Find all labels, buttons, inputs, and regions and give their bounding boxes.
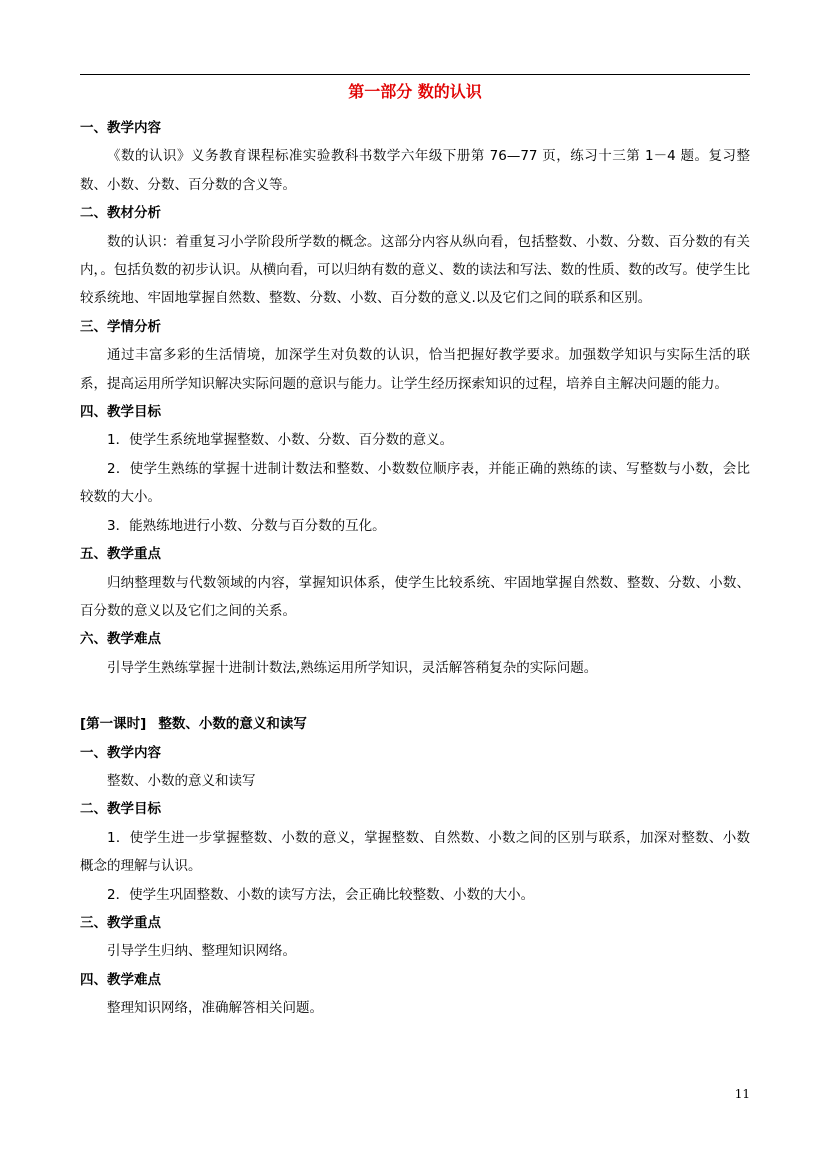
goal-item: 1．使学生系统地掌握整数、小数、分数、百分数的意义。 [107, 432, 454, 449]
section-heading: 一、教学内容 [80, 120, 161, 136]
section-paragraph: 通过丰富多彩的生活情境，加深学生对负数的认识，恰当把握好教学要求。加强数学知识与实际生活的联系，提高运用所学知识解决实际问题的意识与能力。让学生经历探索知识的过程，培养自主解决问题的能力。 [80, 347, 750, 392]
section-heading: 二、教材分析 [80, 205, 161, 222]
lesson-section-content [80, 739, 750, 796]
goal-item: 2．使学生熟练的掌握十进制计数法和整数、小数数位顺序表，并能正确的熟练的读、写整数与小数，会比较数的大小。 [80, 460, 750, 506]
page-number: 11 [734, 1087, 750, 1101]
section-paragraph: 引导学生归纳、整理知识网络。 [107, 943, 296, 960]
lesson-name: 整数、小数的意义和读写 [158, 716, 307, 733]
spacer [80, 682, 750, 710]
section-heading: 三、学情分析 [80, 318, 161, 335]
lesson-section-key-points [80, 909, 750, 966]
lesson-label: [第一课时] [80, 716, 147, 733]
section-heading: 六、教学难点 [80, 631, 161, 648]
lesson-title [80, 710, 750, 738]
section-paragraph: 归纳整理数与代数领域的内容，掌握知识体系，使学生比较系统、牢固地掌握自然数、整数、分数、小数、百分数的意义以及它们之间的关系。 [80, 574, 750, 619]
section-teaching-goals [80, 398, 750, 540]
section-heading: 二、教学目标 [80, 801, 161, 818]
section-paragraph: 整理知识网络，准确解答相关问题。 [107, 1000, 323, 1017]
section-heading: 三、教学重点 [80, 914, 161, 931]
section-heading: 四、教学目标 [80, 404, 161, 421]
section-difficulties [80, 625, 750, 682]
section-teaching-content [80, 114, 750, 199]
section-paragraph: 《数的认识》义务教育课程标准实验教科书数学六年级下册第 76—77 页，练习十三第 1－4 题。复习整数、小数、分数、百分数的含义等。 [80, 148, 750, 193]
goal-item: 3．能熟练地进行小数、分数与百分数的互化。 [107, 517, 386, 534]
section-paragraph: 数的认识：着重复习小学阶段所学数的概念。这部分内容从纵向看，包括整数、小数、分数、百分数的有关内，。包括负数的初步认识。从横向看，可以归纳有数的意义、数的读法和写法、数的性质、数的改写。使学生比较系统地、牢固地掌握自然数、整数、分数、小数、百分数的意义.以及它们之间的联系和区别。 [80, 233, 750, 307]
lesson-section-goals [80, 795, 750, 909]
page-title: 第一部分 数的认识 [348, 82, 482, 101]
section-paragraph: 引导学生熟练掌握十进制计数法,熟练运用所学知识，灵活解答稍复杂的实际问题。 [107, 659, 598, 676]
header-rule [80, 74, 750, 75]
document-body [80, 114, 750, 1023]
section-key-points [80, 540, 750, 625]
section-heading: 五、教学重点 [80, 546, 161, 563]
section-material-analysis [80, 199, 750, 313]
lesson-section-difficulties [80, 966, 750, 1023]
section-heading: 四、教学难点 [80, 971, 161, 988]
goal-item: 2．使学生巩固整数、小数的读写方法，会正确比较整数、小数的大小。 [107, 886, 535, 903]
section-paragraph: 整数、小数的意义和读写 [107, 772, 256, 789]
goal-item: 1．使学生进一步掌握整数、小数的意义，掌握整数、自然数、小数之间的区别与联系，加深对整数、小数概念的理解与认识。 [80, 829, 750, 875]
section-heading: 一、教学内容 [80, 744, 161, 761]
section-student-analysis [80, 313, 750, 398]
